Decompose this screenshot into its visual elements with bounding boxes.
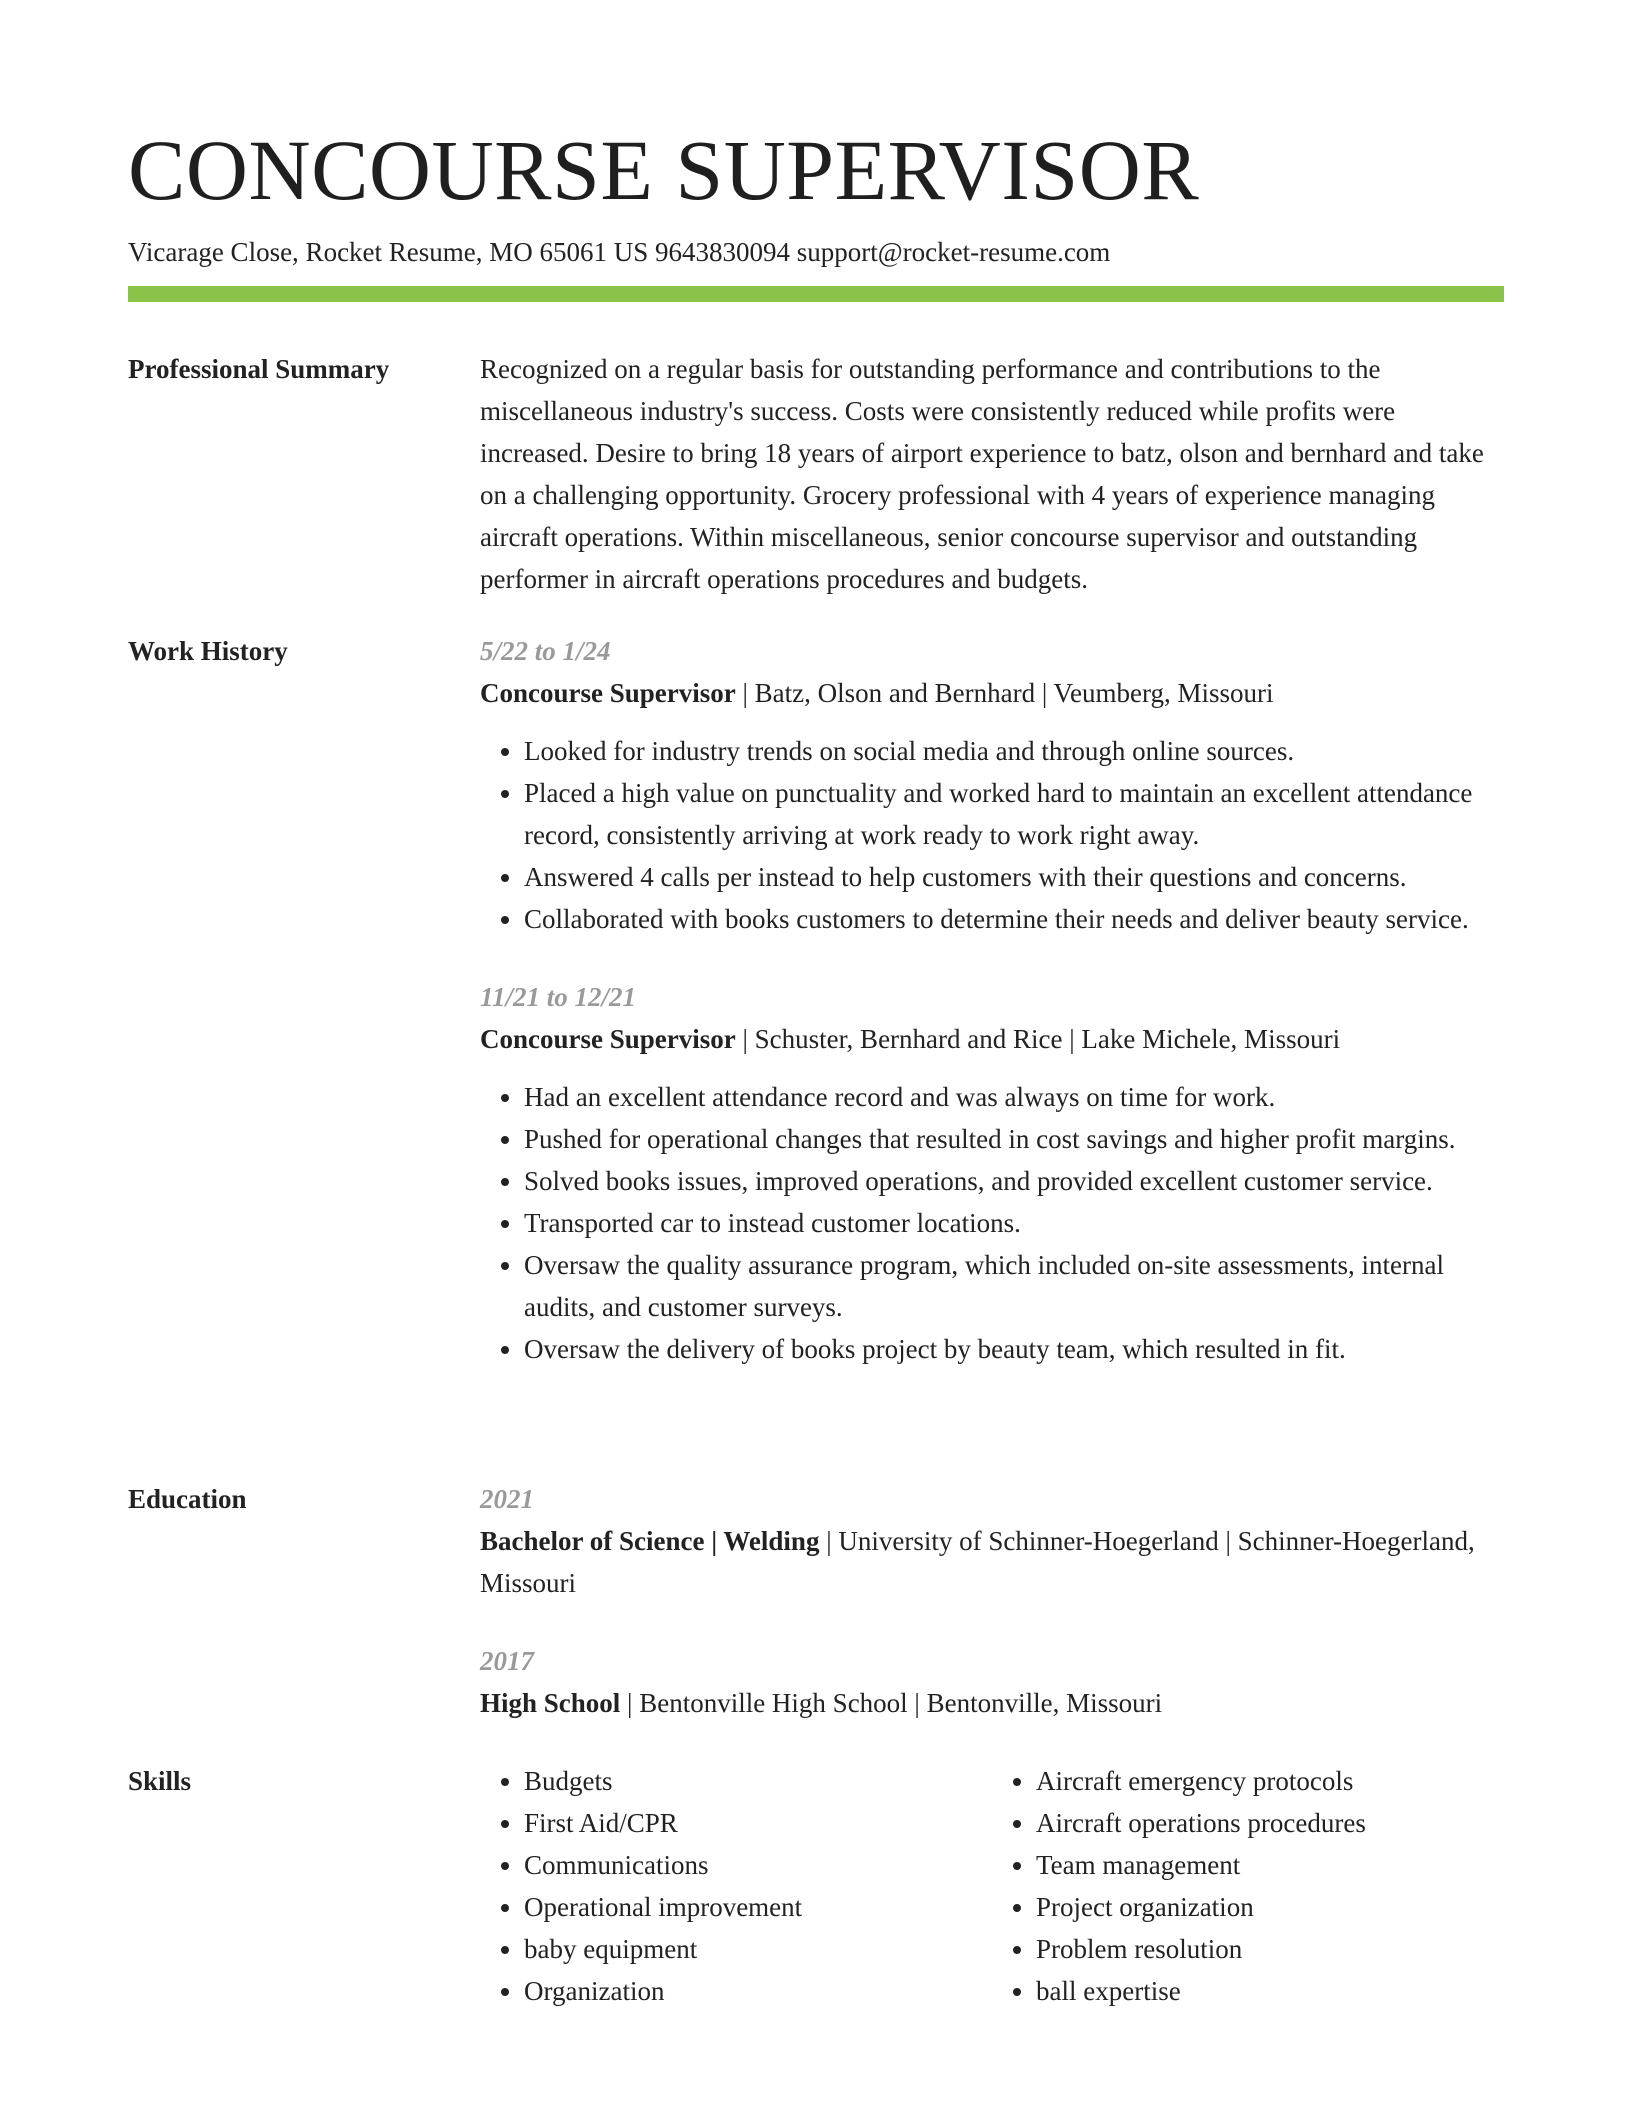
school-details: | University of Schinner-Hoegerland | Schinner-Hoegerland, Missouri xyxy=(480,1526,1475,1598)
skill-item: • Organization xyxy=(524,1970,992,2012)
section-label-summary: Professional Summary xyxy=(128,354,390,384)
skill-item: • Aircraft emergency protocols xyxy=(1036,1760,1504,1802)
education-entry-2 xyxy=(480,1640,1504,1724)
job-entry-1 xyxy=(480,630,1504,940)
list-item: • Collaborated with books customers to determine their needs and deliver beauty service. xyxy=(524,898,1504,940)
degree: High School xyxy=(480,1688,621,1718)
candidate-name: CONCOURSE SUPERVISOR xyxy=(128,122,1200,218)
skill-item: • Aircraft operations procedures xyxy=(1036,1802,1504,1844)
education-content xyxy=(480,1478,1504,1724)
skill-item: • ball expertise xyxy=(1036,1970,1504,2012)
degree: Bachelor of Science | Welding xyxy=(480,1526,820,1556)
job-heading xyxy=(480,672,1504,714)
section-label-skills: Skills xyxy=(128,1766,192,1796)
list-item: • Had an excellent attendance record and was always on time for work. xyxy=(524,1076,1504,1118)
list-item: • Answered 4 calls per instead to help customers with their questions and concerns. xyxy=(524,856,1504,898)
job-details: | Schuster, Bernhard and Rice | Lake Michele, Missouri xyxy=(735,1024,1341,1054)
skills-column-left xyxy=(480,1760,992,2012)
education-year: 2017 xyxy=(480,1646,534,1676)
summary-text: Recognized on a regular basis for outstanding performance and contributions to the miscellaneous industry's success. Costs were consistently reduced while profits were increased. Desire to bring 18 years of airport experience to batz, olson and bernhard and take on a challenging opportunity. Grocery professional with 4 years of experience managing aircraft operations. Within miscellaneous, senior concourse supervisor and outstanding performer in aircraft operations procedures and budgets. xyxy=(480,354,1484,594)
skill-item: • Communications xyxy=(524,1844,992,1886)
summary-content xyxy=(480,348,1504,600)
education-heading xyxy=(480,1520,1504,1604)
section-label-education: Education xyxy=(128,1484,247,1514)
section-label-work-history: Work History xyxy=(128,636,288,666)
job-dates: 5/22 to 1/24 xyxy=(480,636,611,666)
job-details: | Batz, Olson and Bernhard | Veumberg, Missouri xyxy=(735,678,1274,708)
skill-item: • Team management xyxy=(1036,1844,1504,1886)
list-item: • Placed a high value on punctuality and worked hard to maintain an excellent attendance record, consistently arriving at work ready to work right away. xyxy=(524,772,1504,856)
job-heading xyxy=(480,1018,1504,1060)
list-item: • Oversaw the quality assurance program, which included on-site assessments, internal audits, and customer surveys. xyxy=(524,1244,1504,1328)
list-item: • Transported car to instead customer locations. xyxy=(524,1202,1504,1244)
school-details: | Bentonville High School | Bentonville, Missouri xyxy=(620,1688,1163,1718)
education-entry-1 xyxy=(480,1478,1504,1604)
job-bullets xyxy=(480,1076,1504,1370)
list-item: • Oversaw the delivery of books project by beauty team, which resulted in fit. xyxy=(524,1328,1504,1370)
work-history-content xyxy=(480,630,1504,1370)
skill-item: • Operational improvement xyxy=(524,1886,992,1928)
skills-column-right xyxy=(992,1760,1504,2012)
contact-line: Vicarage Close, Rocket Resume, MO 65061 US 9643830094 support@rocket-resume.com xyxy=(128,237,1111,267)
skill-item: • baby equipment xyxy=(524,1928,992,1970)
job-bullets xyxy=(480,730,1504,940)
skill-item: • First Aid/CPR xyxy=(524,1802,992,1844)
skill-item: • Budgets xyxy=(524,1760,992,1802)
education-heading xyxy=(480,1682,1504,1724)
job-entry-2 xyxy=(480,976,1504,1370)
list-item: • Pushed for operational changes that resulted in cost savings and higher profit margins. xyxy=(524,1118,1504,1160)
skill-item: • Problem resolution xyxy=(1036,1928,1504,1970)
resume-header xyxy=(128,120,1504,270)
skills-content xyxy=(480,1760,1504,2012)
skill-item: • Project organization xyxy=(1036,1886,1504,1928)
education-year: 2021 xyxy=(480,1484,534,1514)
accent-divider xyxy=(128,286,1504,302)
job-title: Concourse Supervisor xyxy=(480,678,736,708)
job-title: Concourse Supervisor xyxy=(480,1024,736,1054)
job-dates: 11/21 to 12/21 xyxy=(480,982,637,1012)
list-item: • Solved books issues, improved operations, and provided excellent customer service. xyxy=(524,1160,1504,1202)
list-item: • Looked for industry trends on social media and through online sources. xyxy=(524,730,1504,772)
